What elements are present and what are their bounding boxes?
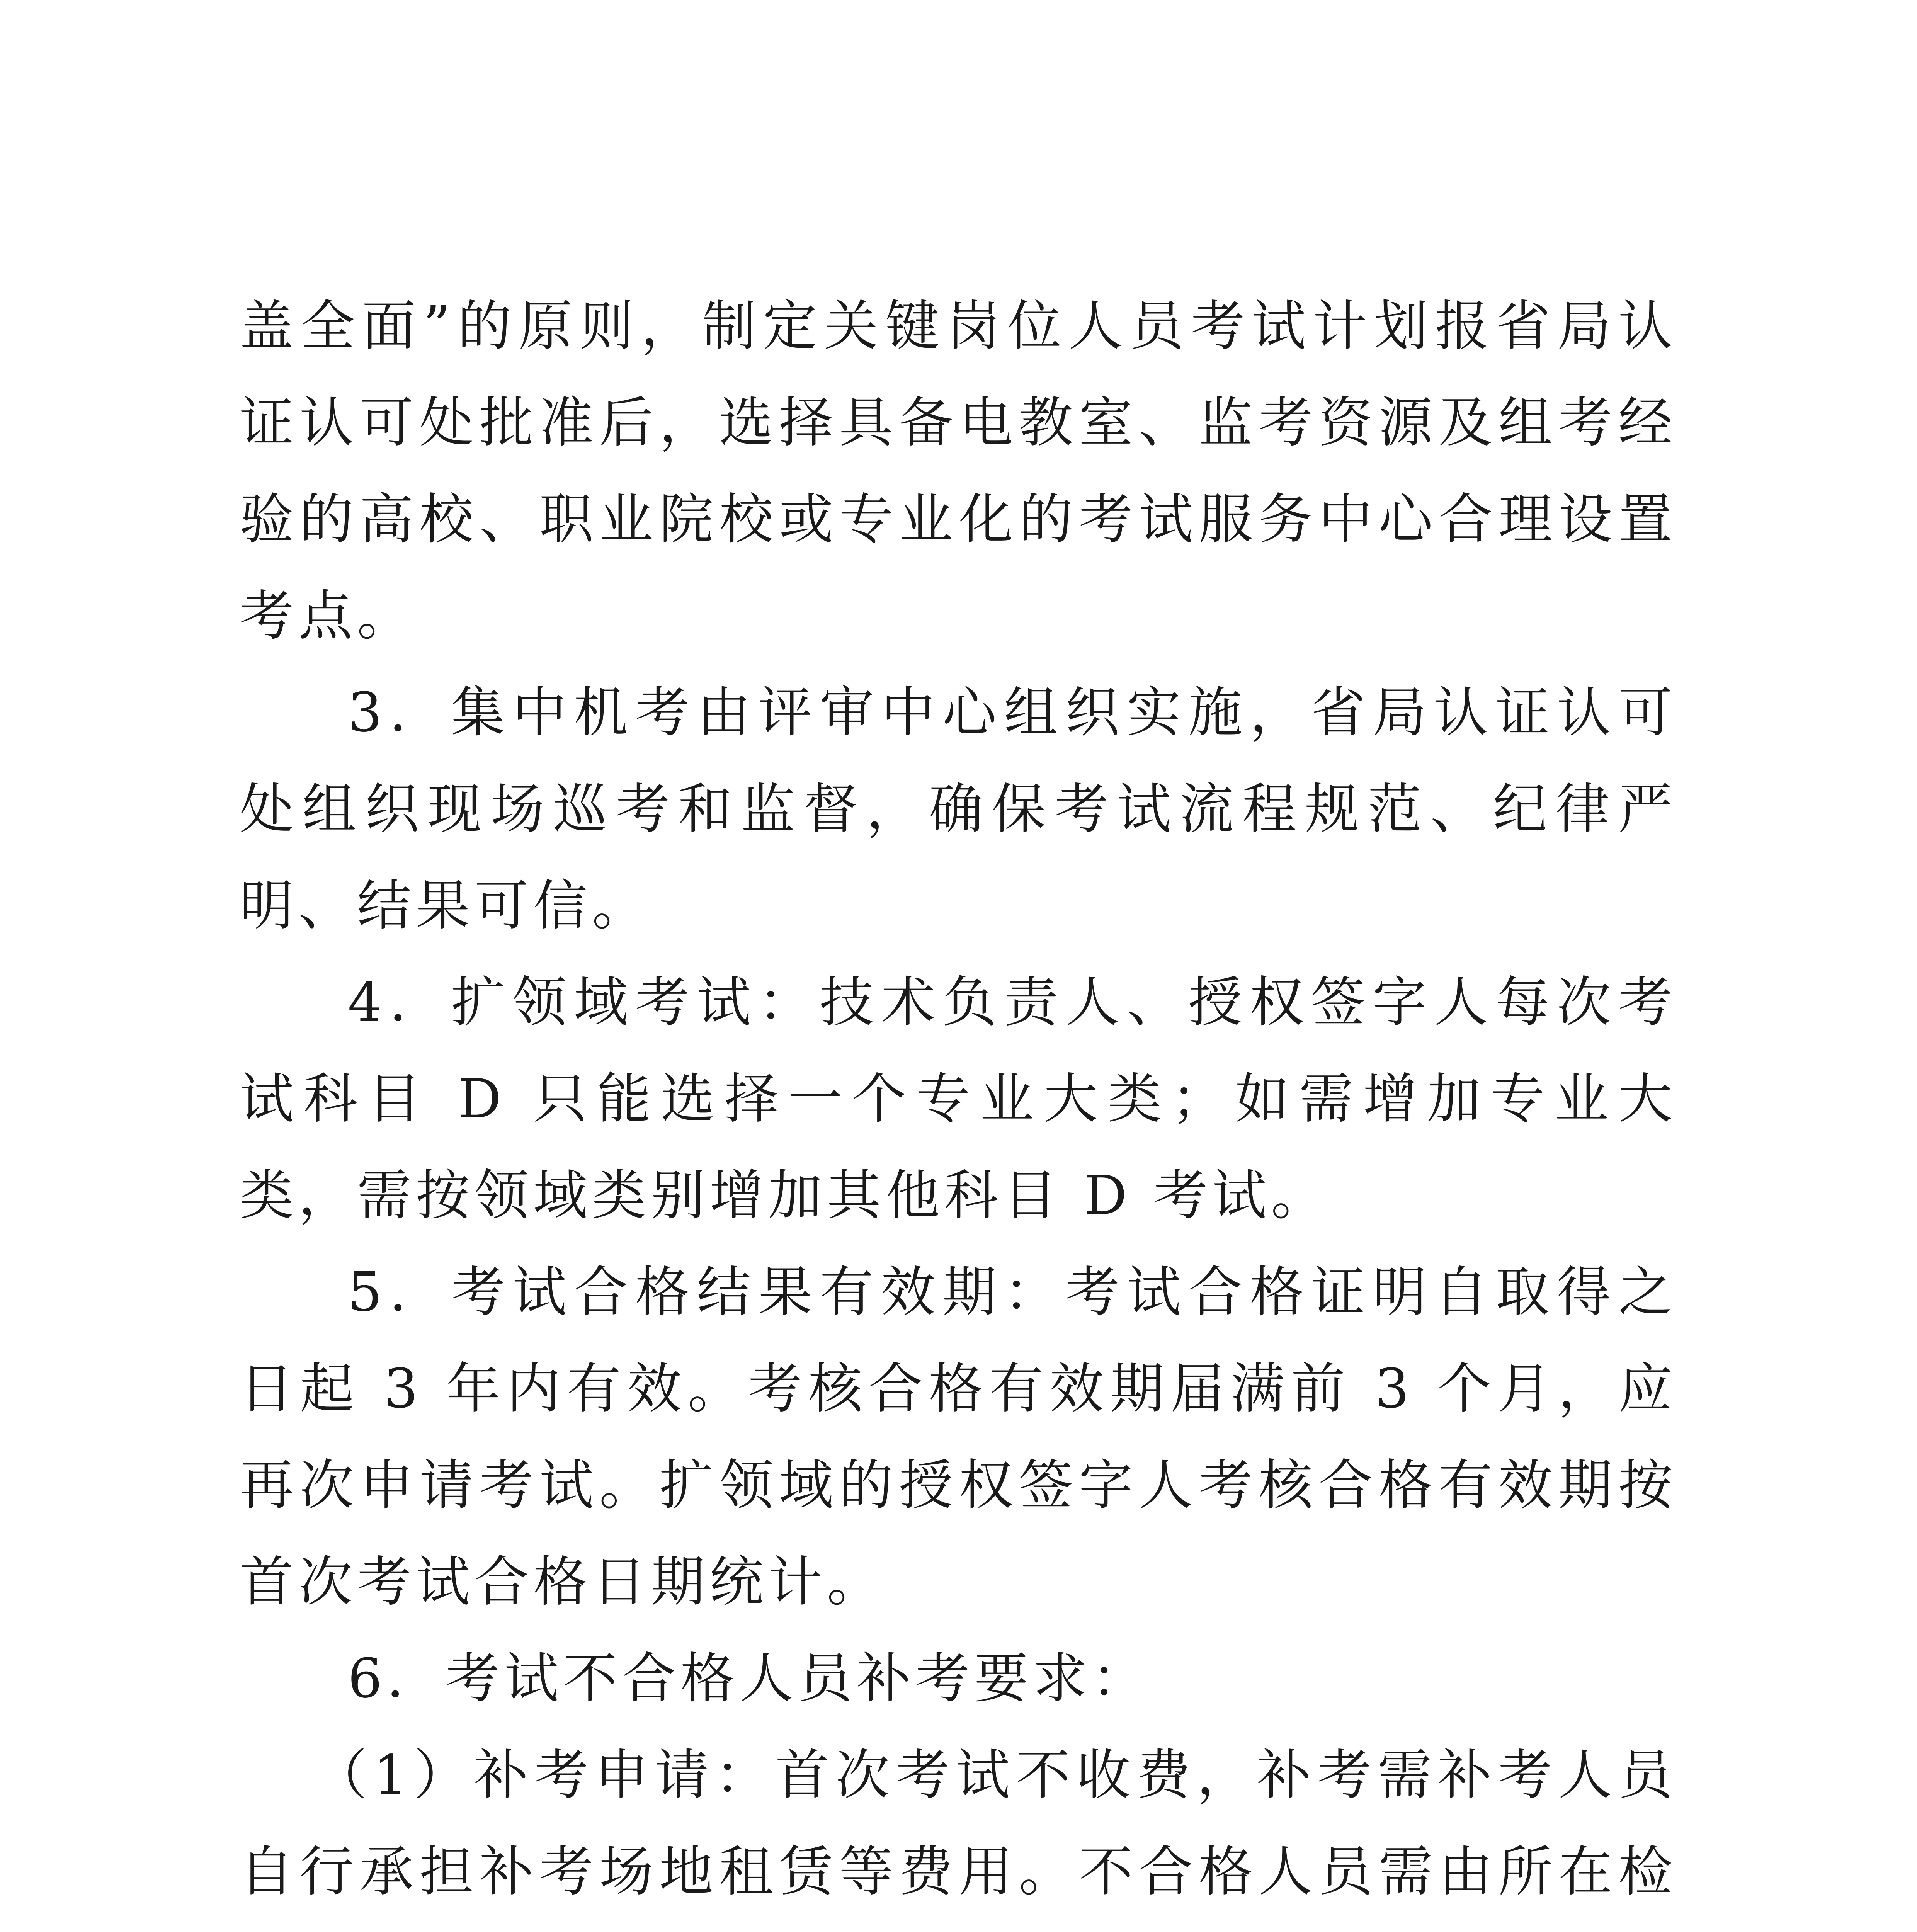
paragraph-continuation: 盖全面”的原则，制定关键岗位人员考试计划报省局认证认可处批准后，选择具备电教室、监考资源及组考经验的高校、职业院校或专业化的考试服务中心合理设置考点。	[240, 295, 1677, 648]
paragraph-item-4: 4．扩领域考试：技术负责人、授权签字人每次考试科目 D 只能选择一个专业大类；如需增加专业大类，需按领域类别增加其他科目 D 考试。	[240, 971, 1677, 1227]
paragraph-item-3: 3．集中机考由评审中心组织实施，省局认证认可处组织现场巡考和监督，确保考试流程规范、纪律严明、结果可信。	[240, 681, 1677, 937]
paragraph-item-6: 6．考试不合格人员补考要求：	[348, 1647, 1151, 1710]
paragraph-item-5: 5．考试合格结果有效期：考试合格证明自取得之日起 3 年内有效。考核合格有效期届满前 3 个月，应再次申请考试。扩领域的授权签字人考核合格有效期按首次考试合格日期统计。	[240, 1261, 1677, 1614]
document-body	[240, 278, 1677, 1932]
paragraph-subitem-1: （1）补考申请：首次考试不收费，补考需补考人员自行承担补考场地租赁等费用。不合格人员需由所在检	[240, 1744, 1677, 1903]
